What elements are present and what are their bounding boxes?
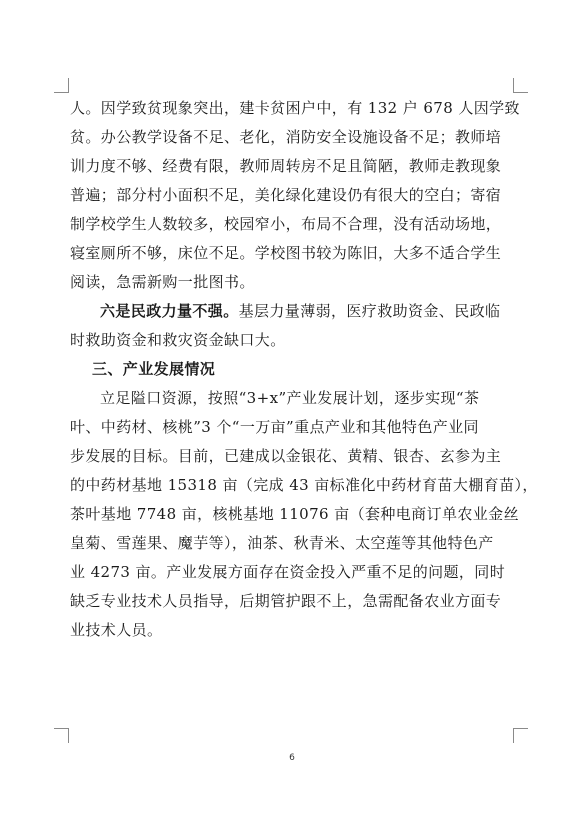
text-line: 训力度不够、经费有限，教师周转房不足且简陋，教师走教现象 <box>70 157 502 175</box>
text-line: 皇菊、雪莲果、魔芋等），油茶、秋青米、太空莲等其他特色产 <box>70 534 494 552</box>
text-line: 业技术人员。 <box>70 621 163 639</box>
crop-mark-top-right <box>513 78 528 93</box>
text-line: 阅读，急需新购一批图书。 <box>70 273 255 291</box>
crop-mark-top-left <box>54 78 69 93</box>
text-span: 基层力量薄弱，医疗救助资金、民政临 <box>238 302 501 320</box>
text-line: 的中药材基地 15318 亩（完成 43 亩标准化中药材育苗大棚育苗）， <box>70 476 538 494</box>
crop-mark-bottom-right <box>513 728 528 743</box>
text-line: 时救助资金和救灾资金缺口大。 <box>70 331 286 349</box>
section-heading: 三、产业发展情况 <box>92 360 216 378</box>
body-text <box>70 94 538 645</box>
crop-mark-bottom-left <box>54 728 69 743</box>
text-line: 叶、中药材、核桃”3 个“一万亩”重点产业和其他特色产业同 <box>70 418 479 436</box>
bold-lead: 六是民政力量不强。 <box>100 302 239 320</box>
text-line: 制学校学生人数较多，校园窄小，布局不合理，没有活动场地， <box>70 215 502 233</box>
text-line: 业 4273 亩。产业发展方面存在资金投入严重不足的问题，同时 <box>70 563 506 581</box>
paragraph-industry <box>70 384 538 645</box>
text-line: 寝室厕所不够，床位不足。学校图书较为陈旧，大多不适合学生 <box>70 244 502 262</box>
text-line: 立足隘口资源，按照“3+x”产业发展计划，逐步实现“茶 <box>100 389 480 407</box>
text-line: 贫。办公教学设备不足、老化，消防安全设施设备不足；教师培 <box>70 128 502 146</box>
text-line: 步发展的目标。目前，已建成以金银花、黄精、银杏、玄参为主 <box>70 447 502 465</box>
text-line <box>70 297 516 326</box>
paragraph-education <box>70 94 520 297</box>
text-line: 茶叶基地 7748 亩，核桃基地 11076 亩（套种电商订单农业金丝 <box>70 505 519 523</box>
text-line: 普遍；部分村小面积不足，美化绿化建设仍有很大的空白；寄宿 <box>70 186 502 204</box>
text-line: 缺乏专业技术人员指导，后期管护跟不上，急需配备农业方面专 <box>70 592 502 610</box>
paragraph-civil-affairs <box>70 297 516 355</box>
page-number: 6 <box>289 753 295 763</box>
text-line: 人。因学致贫现象突出，建卡贫困户中，有 132 户 678 人因学致 <box>70 99 520 117</box>
